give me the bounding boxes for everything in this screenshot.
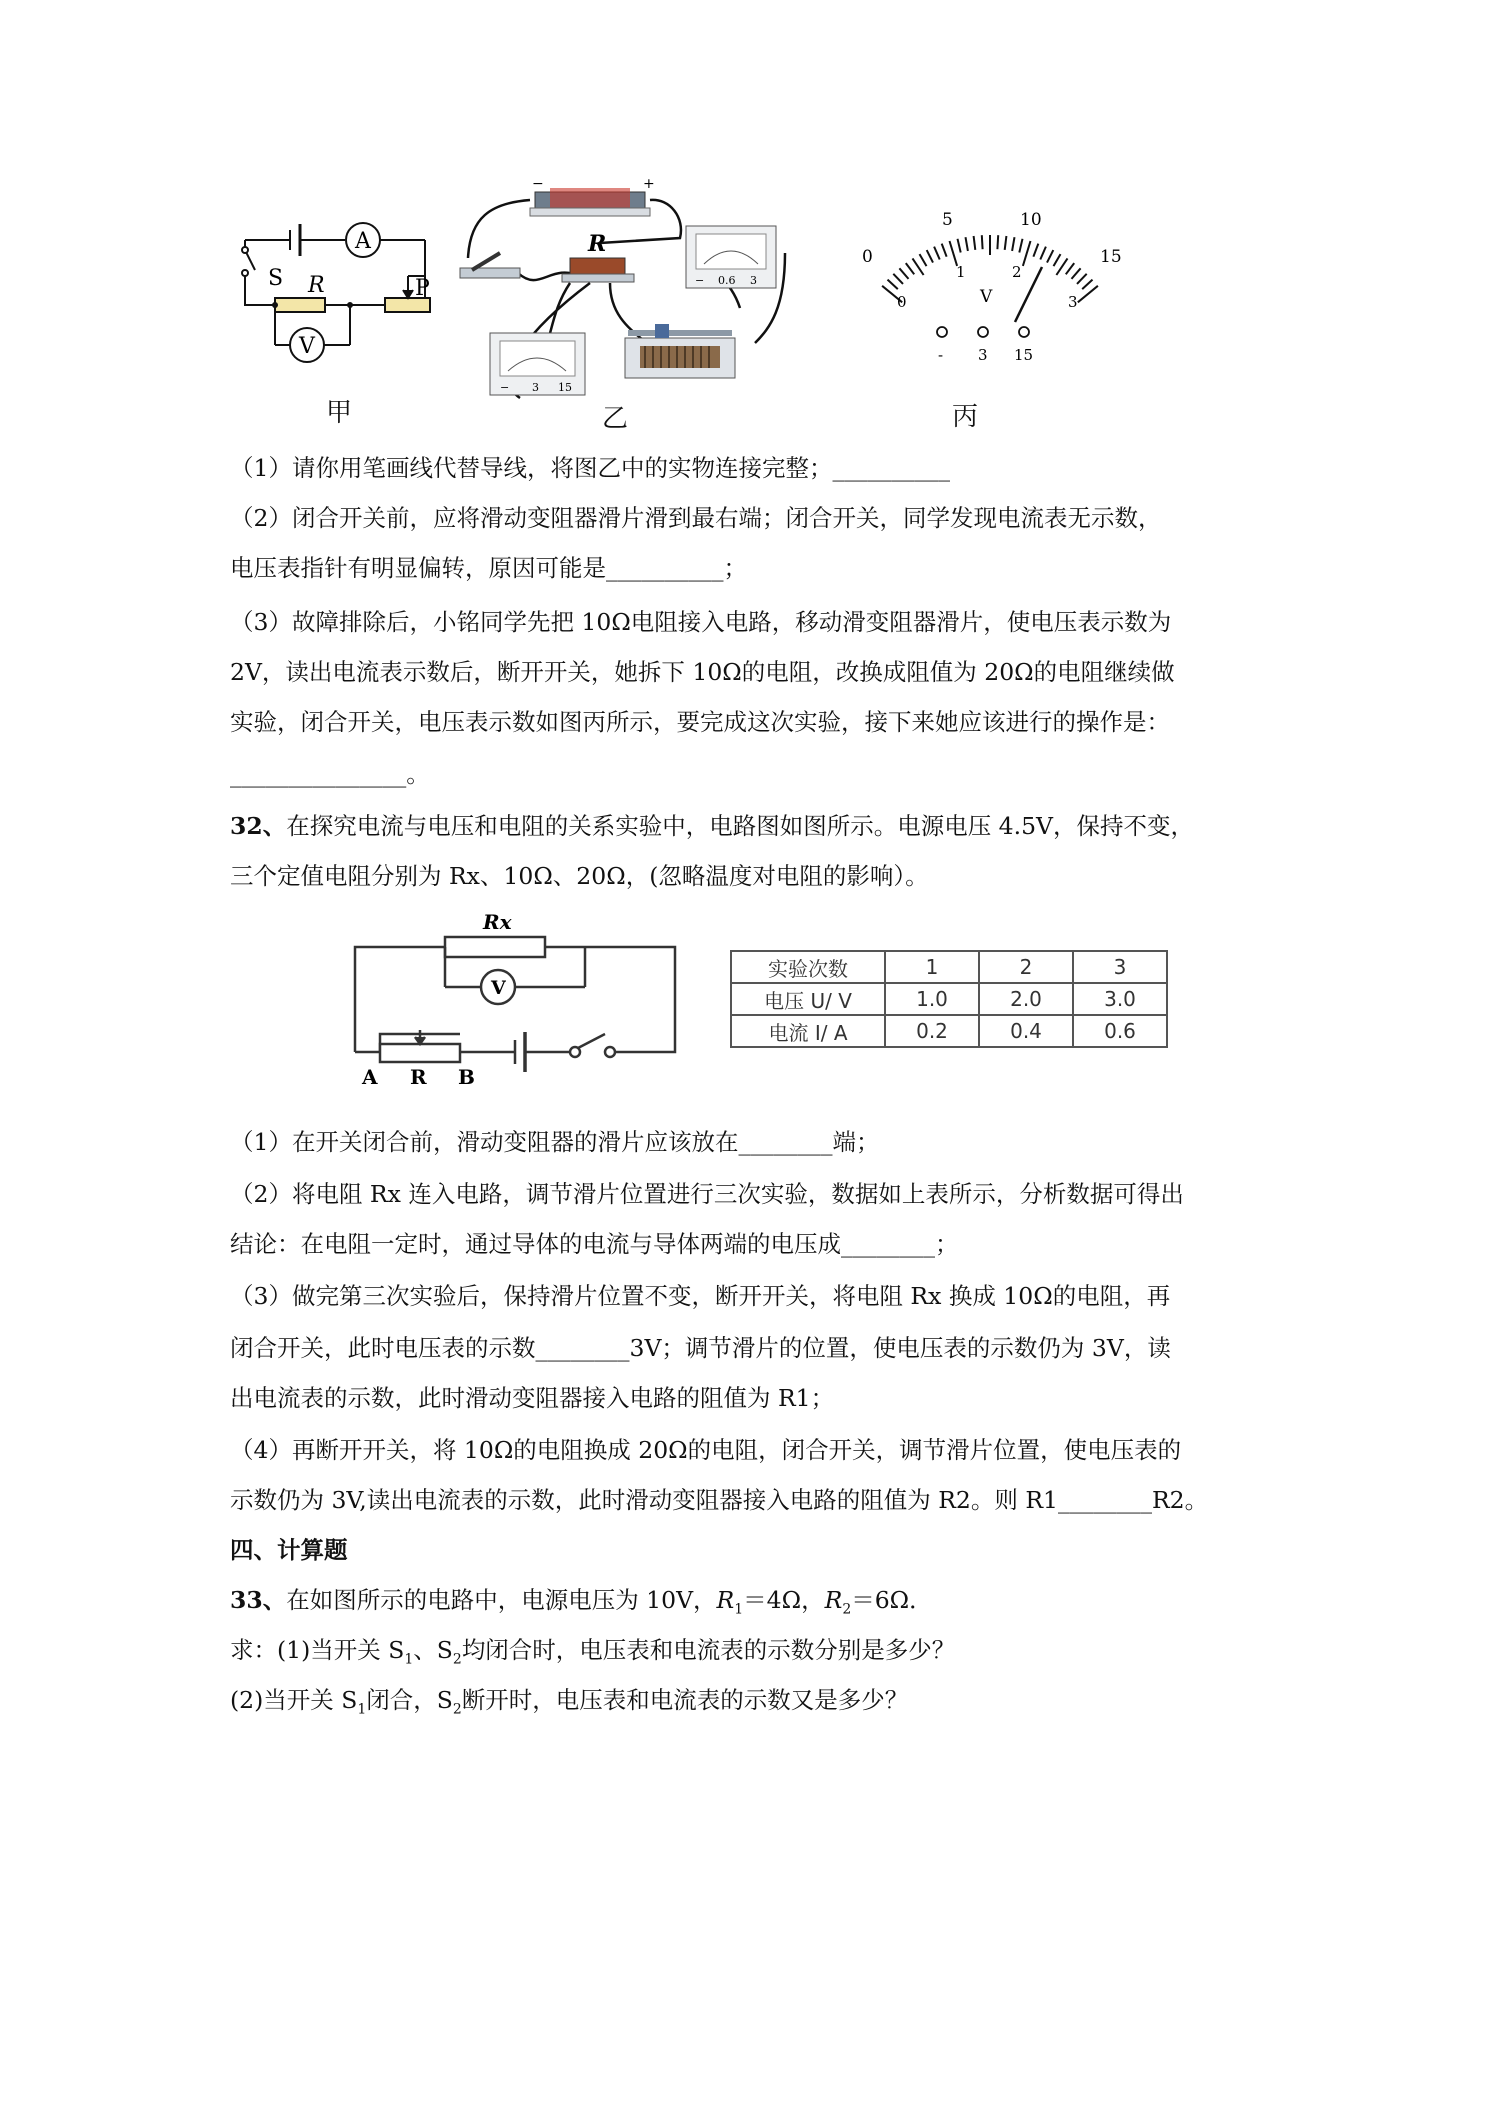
dial-unit: V <box>980 287 993 307</box>
table-row <box>731 983 1167 1015</box>
dial-tick <box>927 250 933 263</box>
q32-part3-line3: 出电流表的示数，此时滑动变阻器接入电路的阻值为 R1； <box>230 1384 835 1412</box>
ammeter-terminal-3: 3 <box>750 274 757 287</box>
q32-intro-line1: 32、在探究电流与电压和电阻的关系实验中，电路图如图所示。电源电压 4.5V，保持不变， <box>230 812 1195 840</box>
terminal-15: 15 <box>1014 346 1034 364</box>
circuit-diagram-jia <box>230 210 440 370</box>
caption-yi: 乙 <box>602 404 629 434</box>
ammeter-terminal-neg: − <box>695 274 705 287</box>
dial-tick <box>893 274 903 284</box>
table-cell: 2.0 <box>979 983 1073 1015</box>
terminal-a-label: A <box>362 1065 378 1087</box>
q33-question1: 求：(1)当开关 $S_1$、$S_2$均闭合时，电压表和电流表的示数分别是多少？ <box>230 1636 956 1668</box>
dial-tick <box>1066 263 1074 274</box>
dial-tick <box>888 280 898 290</box>
dial-tick <box>1040 247 1046 260</box>
dial-tick <box>1019 239 1022 253</box>
dial-tick <box>958 239 961 253</box>
inner-scale-2: 2 <box>1012 263 1022 281</box>
q31-part3-line3: 实验，闭合开关，电压表示数如图丙所示，要完成这次实验，接下来她应该进行的操作是： <box>230 708 1170 736</box>
battery-plus: + <box>643 178 655 192</box>
q32-circuit-diagram <box>350 912 680 1087</box>
caption-jia: 甲 <box>326 398 353 428</box>
outer-scale-0: 0 <box>862 247 873 267</box>
table-cell: 实验次数 <box>731 951 885 983</box>
slider-label: P <box>415 276 430 301</box>
dial-tick <box>899 268 908 279</box>
q32-part4-line1: （4）再断开开关，将 10Ω的电阻换成 20Ω的电阻，闭合开关，调节滑片位置，使电压表的 <box>230 1436 1182 1464</box>
dial-tick <box>942 244 947 257</box>
resistor-r-label: R <box>588 231 607 257</box>
q32-number: 32、 <box>230 812 287 840</box>
dial-tick <box>1054 254 1061 266</box>
dial-tick <box>1023 241 1031 266</box>
dial-tick <box>1047 250 1053 263</box>
q31-part2-line2: 电压表指针有明显偏转，原因可能是__________； <box>230 554 747 582</box>
inner-scale-1: 1 <box>956 263 966 281</box>
table-cell: 1 <box>885 951 979 983</box>
q33-question2: (2)当开关 $S_1$闭合，$S_2$断开时，电压表和电流表的示数又是多少？ <box>230 1686 909 1718</box>
table-cell: 0.6 <box>1073 1015 1167 1047</box>
dial-tick <box>1077 274 1087 284</box>
table-row <box>731 1015 1167 1047</box>
battery-minus: − <box>532 178 544 192</box>
q31-part2-line1: （2）闭合开关前，应将滑动变阻器滑片滑到最右端；闭合开关，同学发现电流表无示数， <box>230 504 1162 532</box>
table-cell: 电流 I/ A <box>731 1015 885 1047</box>
terminal-neg: - <box>938 346 944 364</box>
q31-part3-line2: 2V，读出电流表示数后，断开开关，她拆下 10Ω的电阻，改换成阻值为 20Ω的电阻继续做 <box>230 658 1175 686</box>
voltmeter-terminal-neg: − <box>500 381 510 394</box>
dial-tick <box>1005 236 1007 250</box>
dial-tick <box>997 235 998 249</box>
dial-tick <box>1033 244 1038 257</box>
table-row <box>731 951 1167 983</box>
dial-tick <box>906 263 914 274</box>
q32-part4-line2: 示数仍为 3V,读出电流表的示数，此时滑动变阻器接入电路的阻值为 R2。则 R1________R2。 <box>230 1486 1209 1514</box>
dial-tick <box>974 236 976 250</box>
q31-part1: （1）请你用笔画线代替导线，将图乙中的实物连接完整；__________ <box>230 454 950 482</box>
ammeter-terminal-06: 0.6 <box>718 274 736 287</box>
q32-intro-line2: 三个定值电阻分别为 Rx、10Ω、20Ω，(忽略温度对电阻的影响）。 <box>230 862 929 890</box>
terminal-b-label: B <box>458 1065 475 1087</box>
rx-label: Rx <box>483 912 512 934</box>
table-cell: 电压 U/ V <box>731 983 885 1015</box>
q31-part3-line1: （3）故障排除后，小铭同学先把 10Ω电阻接入电路，移动滑变阻器滑片，使电压表示数为 <box>230 608 1172 636</box>
dial-tick <box>982 235 983 249</box>
q33-intro: 33、在如图所示的电路中，电源电压为 10V，$R_1=4\Omega$，$R_2=6\Omega$． <box>230 1586 933 1618</box>
table-cell: 1.0 <box>885 983 979 1015</box>
table-cell: 3 <box>1073 951 1167 983</box>
dial-tick <box>920 254 927 266</box>
table-cell: 0.2 <box>885 1015 979 1047</box>
dial-tick <box>913 258 924 275</box>
dial-tick <box>966 237 968 251</box>
table-cell: 2 <box>979 951 1073 983</box>
terminal-3: 3 <box>978 346 988 364</box>
outer-scale-15: 15 <box>1100 247 1122 267</box>
table-cell: 3.0 <box>1073 983 1167 1015</box>
voltmeter-terminal-15: 15 <box>558 381 572 394</box>
dial-tick <box>1056 258 1067 275</box>
voltmeter-v-label: V <box>491 977 506 999</box>
rheostat-r-label: R <box>410 1065 427 1087</box>
caption-bing: 丙 <box>952 402 979 432</box>
dial-tick <box>1082 280 1092 290</box>
voltmeter-label: V <box>299 334 315 359</box>
dial-tick <box>934 247 940 260</box>
outer-scale-10: 10 <box>1020 210 1042 230</box>
voltmeter-terminal-3: 3 <box>532 381 539 394</box>
q32-part3-line1: （3）做完第三次实验后，保持滑片位置不变，断开开关，将电阻 Rx 换成 10Ω的电阻，再 <box>230 1282 1171 1310</box>
dial-tick <box>1012 237 1014 251</box>
dial-tick <box>1072 268 1081 279</box>
table-cell: 0.4 <box>979 1015 1073 1047</box>
q32-data-table <box>730 950 1168 1048</box>
q32-part2-line2: 结论：在电阻一定时，通过导体的电流与导体两端的电压成________； <box>230 1230 959 1258</box>
inner-scale-3: 3 <box>1068 293 1078 311</box>
voltmeter-dial-bing <box>850 205 1130 365</box>
dial-tick <box>1078 286 1098 303</box>
ammeter-label: A <box>355 229 371 254</box>
q33-number: 33、 <box>230 1586 287 1614</box>
inner-scale-0: 0 <box>897 293 907 311</box>
q32-part3-line2: 闭合开关，此时电压表的示数________3V；调节滑片的位置，使电压表的示数仍为 3V，读 <box>230 1334 1171 1362</box>
resistor-label: R <box>308 273 325 298</box>
q32-part2-line1: （2）将电阻 Rx 连入电路，调节滑片位置进行三次实验，数据如上表所示，分析数据可得出 <box>230 1180 1184 1208</box>
outer-scale-5: 5 <box>942 210 953 230</box>
section-title: 四、计算题 <box>230 1536 348 1564</box>
q32-part1: （1）在开关闭合前，滑动变阻器的滑片应该放在________端； <box>230 1128 880 1156</box>
switch-label: S <box>268 266 284 291</box>
q31-part3-line4: _______________。 <box>230 760 430 788</box>
apparatus-figure-yi <box>450 178 800 403</box>
